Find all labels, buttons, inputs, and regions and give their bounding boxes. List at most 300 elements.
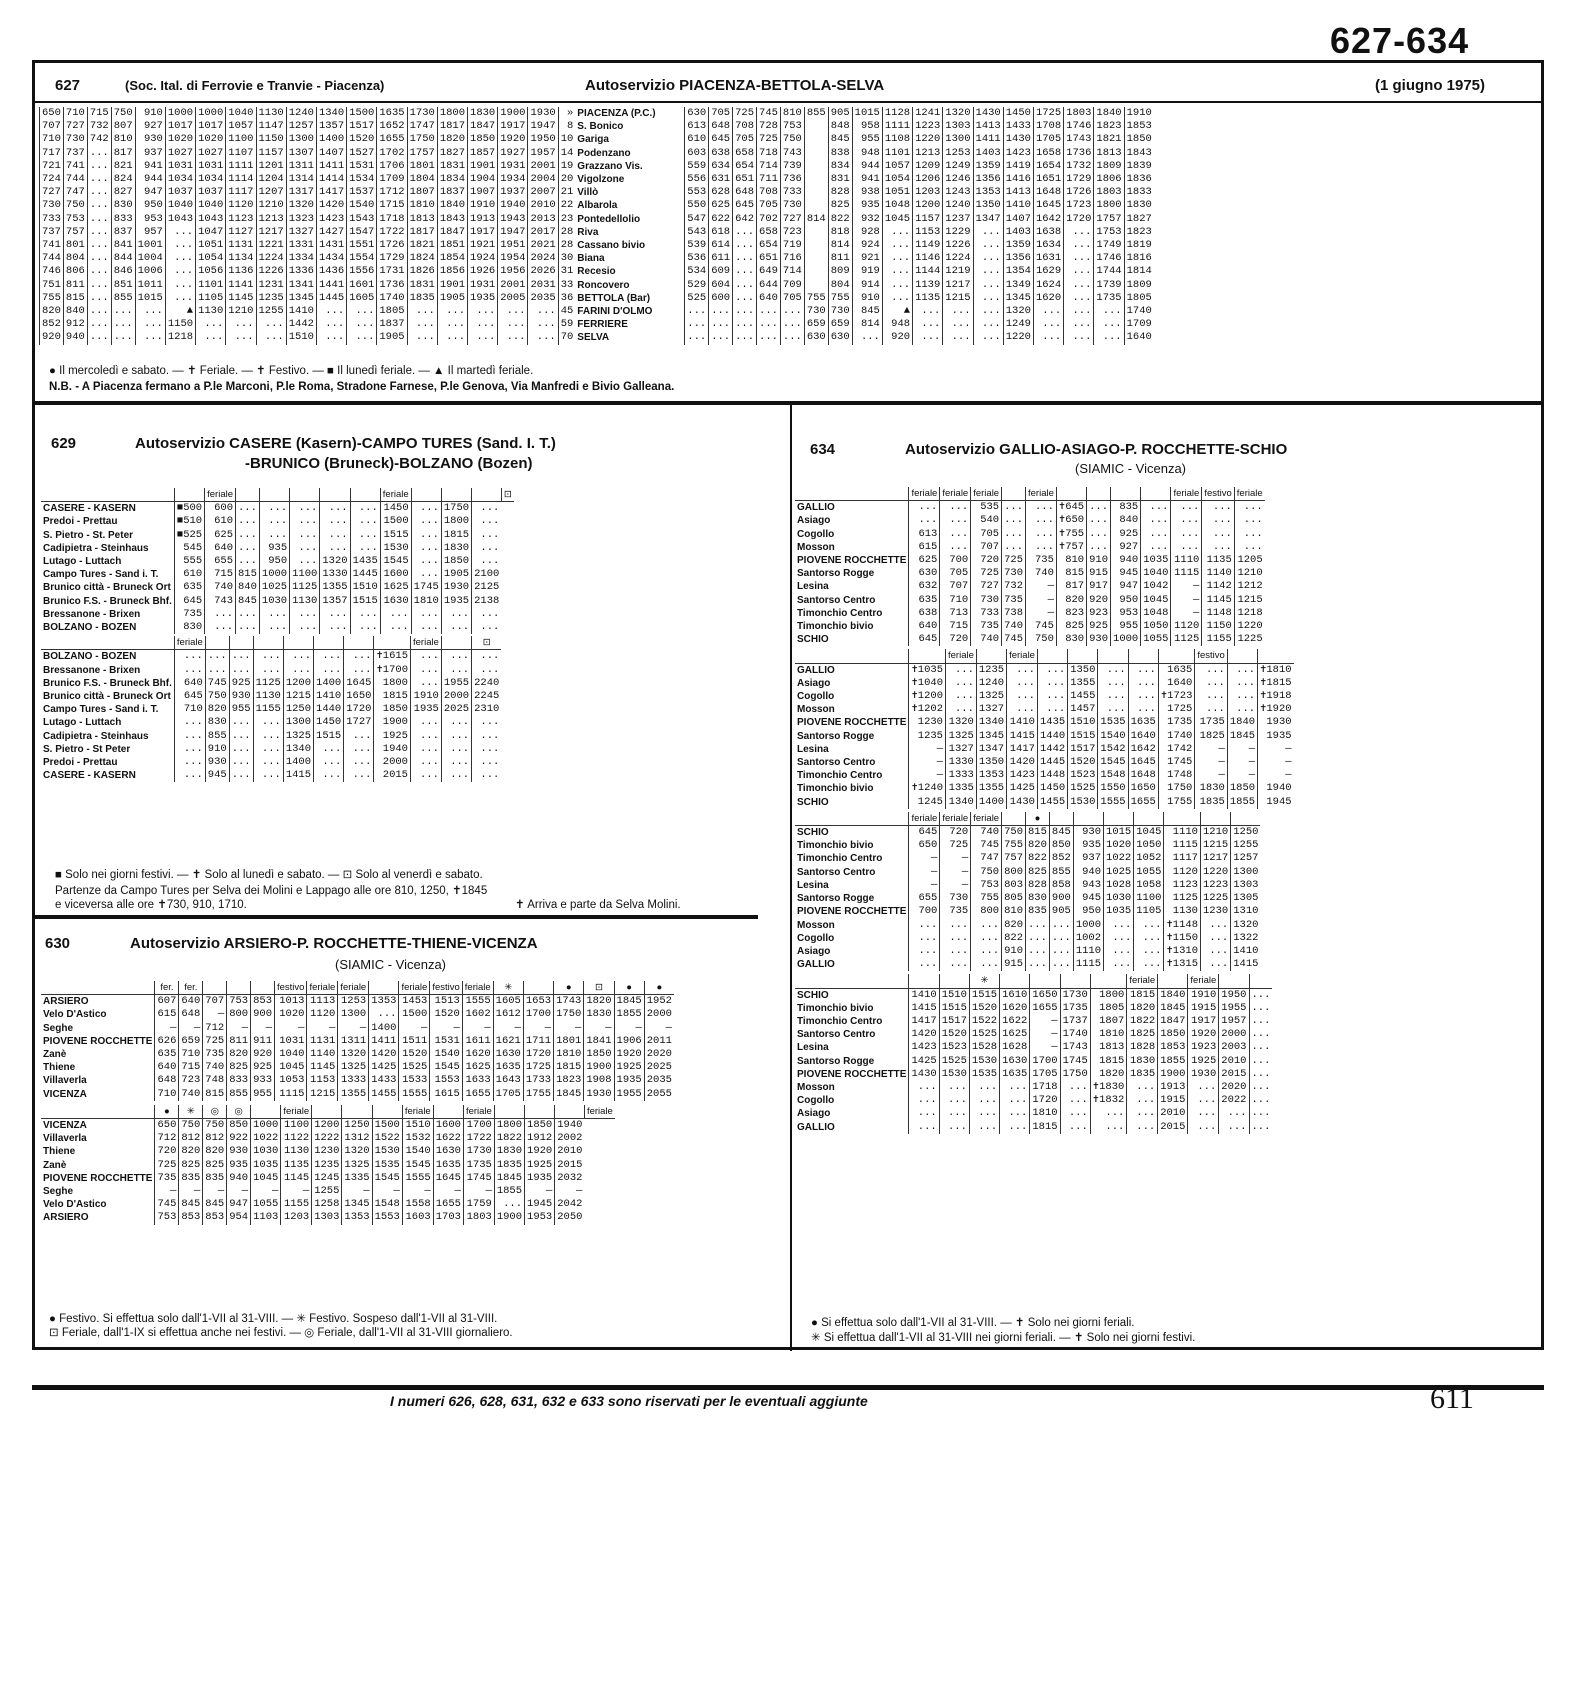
time-cell: 2020	[1219, 1081, 1249, 1094]
time-cell: 1648	[1128, 769, 1158, 782]
time-cell: 838	[828, 147, 852, 160]
time-cell: 730	[940, 892, 971, 905]
time-cell: ...	[411, 568, 441, 581]
time-cell: 950	[259, 555, 289, 568]
time-cell: 730	[1002, 567, 1026, 580]
time-cell: 1347	[976, 743, 1006, 756]
km-cell: 21	[558, 186, 575, 199]
time-cell: 1755	[1158, 796, 1195, 809]
time-cell: 1045	[1141, 594, 1171, 607]
time-cell: 645	[174, 595, 204, 608]
time-cell: 1642	[1033, 213, 1063, 226]
time-cell: ...	[1249, 1121, 1272, 1134]
time-cell: 1122	[281, 1132, 312, 1145]
time-cell: 848	[828, 120, 852, 133]
time-cell: 2010	[528, 199, 558, 212]
table-row	[41, 756, 501, 769]
time-cell: 1455	[369, 1088, 399, 1101]
time-cell: ✝1830	[1090, 1081, 1127, 1094]
time-cell: 811	[828, 252, 852, 265]
time-cell: ...	[316, 331, 346, 344]
time-cell: 1131	[307, 1035, 338, 1048]
time-cell: 1455	[1037, 796, 1067, 809]
time-cell: 1006	[135, 265, 165, 278]
time-cell: ...	[314, 664, 344, 677]
time-cell: 553	[685, 186, 709, 199]
s629-ret-header-cell: ⊡	[472, 636, 502, 650]
time-cell: 955	[852, 133, 882, 146]
time-cell: 1125	[290, 581, 320, 594]
time-cell: 1555	[462, 995, 493, 1009]
time-cell: ...	[1026, 945, 1050, 958]
time-cell: 1718	[377, 213, 407, 226]
time-cell: 1130	[253, 690, 283, 703]
time-cell: 738	[1002, 607, 1026, 620]
time-cell: 2025	[441, 703, 471, 716]
table-row	[41, 743, 501, 756]
time-cell: ...	[259, 529, 289, 542]
time-cell: 1801	[554, 1035, 584, 1048]
time-cell: 740	[971, 633, 1002, 646]
time-cell: 2021	[528, 239, 558, 252]
time-cell: 705	[733, 133, 757, 146]
time-cell: 1924	[468, 252, 498, 265]
time-cell: 1735	[1094, 292, 1124, 305]
time-cell: 634	[709, 160, 733, 173]
time-cell: 1037	[196, 186, 226, 199]
time-cell: 1000	[251, 1119, 281, 1133]
time-cell: ...	[971, 945, 1002, 958]
time-cell: ...	[973, 239, 1003, 252]
time-cell: ...	[472, 502, 502, 516]
table-row	[40, 331, 1154, 344]
time-cell: ...	[411, 515, 441, 528]
time-cell: 1815	[441, 529, 471, 542]
time-cell: 1300	[286, 133, 316, 146]
time-cell: 1217	[943, 279, 973, 292]
time-cell: 1930	[441, 581, 471, 594]
time-cell: ...	[1000, 1094, 1030, 1107]
time-cell: 1427	[316, 226, 346, 239]
time-cell: 1258	[312, 1198, 342, 1211]
time-cell: 1042	[1141, 580, 1171, 593]
s634-block-3	[795, 812, 1260, 971]
time-cell: 750	[63, 199, 87, 212]
time-cell: 1841	[584, 1035, 614, 1048]
time-cell: 1157	[256, 147, 286, 160]
time-cell: 1450	[1037, 782, 1067, 795]
km-cell: 8	[558, 120, 575, 133]
time-cell: 1531	[347, 160, 377, 173]
time-cell: 2003	[1219, 1041, 1249, 1054]
time-cell: 1930	[1258, 716, 1294, 729]
km-cell: 31	[558, 265, 575, 278]
time-cell: 1515	[350, 595, 380, 608]
time-cell: ...	[1026, 501, 1057, 515]
time-cell: 1655	[462, 1088, 493, 1101]
time-cell: 1750	[1060, 1068, 1090, 1081]
time-cell: 2055	[644, 1088, 674, 1101]
s629-out-header-cell	[472, 488, 502, 502]
time-cell: 1222	[312, 1132, 342, 1145]
time-cell: 920	[882, 331, 912, 344]
time-cell: 1746	[1064, 120, 1094, 133]
station-name: S. Bonico	[577, 121, 624, 133]
time-cell: 948	[852, 147, 882, 160]
time-cell: 659	[804, 318, 828, 331]
time-cell: 635	[155, 1048, 179, 1061]
time-cell: 1320	[338, 1048, 369, 1061]
table-row	[40, 265, 1154, 278]
time-cell: 1558	[402, 1198, 433, 1211]
time-cell: 1510	[350, 581, 380, 594]
time-cell: ...	[1127, 1107, 1158, 1120]
time-cell: 1210	[1201, 826, 1231, 840]
time-cell: 1543	[347, 213, 377, 226]
time-cell: ...	[1026, 514, 1057, 527]
time-cell: 920	[251, 1048, 275, 1061]
time-cell: 1355	[976, 782, 1006, 795]
time-cell: 803	[1002, 879, 1026, 892]
time-cell: 654	[757, 239, 781, 252]
time-cell: 720	[940, 826, 971, 840]
time-cell: 732	[1002, 580, 1026, 593]
time-cell: 1411	[316, 160, 346, 173]
station-name: Timonchio Centro	[797, 1015, 883, 1027]
time-cell: 1050	[1141, 620, 1171, 633]
time-cell: 1810	[554, 1048, 584, 1061]
time-cell: 559	[685, 160, 709, 173]
time-cell: ...	[1000, 1107, 1030, 1120]
time-cell: 1203	[913, 186, 943, 199]
time-cell: 955	[1111, 620, 1141, 633]
time-cell: 1803	[463, 1211, 494, 1224]
time-cell: 1827	[437, 147, 467, 160]
time-cell: 1327	[286, 226, 316, 239]
time-cell: ...	[973, 252, 1003, 265]
time-cell: ...	[165, 265, 195, 278]
time-cell: 1434	[316, 252, 346, 265]
time-cell: 812	[179, 1132, 203, 1145]
station-name: SCHIO	[797, 634, 829, 646]
time-cell: 725	[1002, 554, 1026, 567]
station-name: S. Pietro - St Peter	[43, 743, 131, 755]
time-cell: 715	[87, 107, 111, 120]
s627-title: Autoservizio PIACENZA-BETTOLA-SELVA	[585, 77, 885, 94]
time-cell: 740	[1026, 567, 1057, 580]
time-cell: 1125	[1164, 892, 1201, 905]
s630-out-header-cell	[251, 981, 275, 995]
time-cell: 2050	[555, 1211, 585, 1224]
time-cell: ...	[940, 945, 971, 958]
time-cell: 1745	[1158, 756, 1195, 769]
time-cell: 707	[203, 995, 227, 1009]
time-cell: ...	[437, 318, 467, 331]
time-cell: 1257	[1231, 852, 1261, 865]
time-cell: 1345	[1003, 292, 1033, 305]
time-cell: ...	[1037, 663, 1067, 677]
time-cell: 1500	[347, 107, 377, 120]
time-cell: ...	[1227, 663, 1257, 677]
time-cell: ...	[1128, 703, 1158, 716]
station-name: SCHIO	[797, 989, 829, 1001]
s627-operator: (Soc. Ital. di Ferrovie e Tranvie - Piacenza)	[125, 78, 385, 93]
time-cell: ...	[347, 331, 377, 344]
time-cell: 930	[227, 1145, 251, 1158]
time-cell: 1822	[1127, 1015, 1158, 1028]
s629-out-header-cell	[441, 488, 471, 502]
time-cell: 705	[940, 567, 971, 580]
time-cell: 1520	[399, 1048, 430, 1061]
s634-b3-header-cell	[1201, 812, 1231, 826]
s634-b4-header-cell	[1090, 974, 1127, 988]
time-cell: ...	[1064, 226, 1094, 239]
time-cell: 1243	[943, 186, 973, 199]
time-cell: 1720	[1030, 1094, 1060, 1107]
table-row	[795, 567, 1265, 580]
time-cell: 940	[227, 1172, 251, 1185]
time-cell: ...	[946, 663, 977, 677]
time-cell: 1935	[525, 1172, 555, 1185]
time-cell: ...	[259, 515, 289, 528]
time-cell: 2000	[644, 1008, 674, 1021]
time-cell: 600	[205, 502, 236, 516]
s627-timetable	[39, 107, 1154, 345]
time-cell: ...	[733, 265, 757, 278]
station-name: Cadipietra - Steinhaus	[43, 730, 149, 742]
time-cell: 1223	[913, 120, 943, 133]
time-cell: 1940	[498, 199, 528, 212]
time-cell: ...	[1171, 501, 1202, 515]
time-cell: 1801	[407, 160, 437, 173]
time-cell: ...	[757, 331, 781, 344]
s634-b3-header-row	[795, 812, 1260, 826]
time-cell: ...	[1049, 945, 1073, 958]
time-cell: 1135	[1202, 554, 1234, 567]
time-cell: —	[399, 1022, 430, 1035]
time-cell: 1850	[584, 1048, 614, 1061]
time-cell: ...	[1064, 265, 1094, 278]
s629-out-header-cell	[350, 488, 380, 502]
time-cell: 1430	[1003, 133, 1033, 146]
time-cell: 950	[135, 199, 165, 212]
time-cell: 1815	[374, 690, 411, 703]
time-cell: —	[909, 769, 946, 782]
table-row	[795, 905, 1260, 918]
time-cell: ...	[971, 919, 1002, 932]
s634-b4-header-cell	[909, 974, 939, 988]
page-number: 611	[1430, 1382, 1474, 1415]
time-cell: ...	[733, 318, 757, 331]
time-cell: 1910	[1124, 107, 1154, 120]
time-cell: 834	[828, 160, 852, 173]
time-cell: 1935	[411, 703, 442, 716]
time-cell: ...	[1064, 305, 1094, 318]
time-cell: 1625	[1000, 1028, 1030, 1041]
time-cell: 1218	[165, 331, 195, 344]
time-cell: ...	[407, 305, 437, 318]
time-cell: 1715	[377, 199, 407, 212]
s629-timetable-return	[41, 636, 501, 782]
time-cell: ...	[913, 331, 943, 344]
time-cell: 830	[174, 621, 204, 634]
time-cell: 757	[1002, 852, 1026, 865]
time-cell: ...	[1202, 514, 1234, 527]
time-cell: ...	[290, 555, 320, 568]
time-cell: 1517	[939, 1015, 969, 1028]
station-name: Timonchio Centro	[797, 607, 883, 619]
time-cell: ...	[1234, 501, 1264, 515]
time-cell: 1331	[286, 239, 316, 252]
time-cell: 1545	[402, 1159, 433, 1172]
time-cell: ...	[236, 515, 260, 528]
time-cell: ...	[528, 305, 558, 318]
time-cell: 1537	[347, 186, 377, 199]
time-cell: ...	[1141, 528, 1171, 541]
time-cell: 1925	[1188, 1055, 1219, 1068]
station-name: SCHIO	[797, 827, 829, 839]
time-cell: ...	[939, 1107, 969, 1120]
s630-out-header-cell: festivo	[275, 981, 307, 995]
time-cell: ...	[1060, 1081, 1090, 1094]
time-cell: 735	[155, 1172, 179, 1185]
time-cell: 1323	[286, 213, 316, 226]
time-cell: 1815	[1030, 1121, 1060, 1134]
time-cell: 1651	[1033, 173, 1063, 186]
time-cell: ...	[290, 529, 320, 542]
time-cell: 1130	[256, 107, 286, 120]
time-cell: ...	[226, 318, 256, 331]
s630-number: 630	[45, 935, 71, 952]
time-cell: 1241	[913, 107, 943, 120]
km-cell: 59	[558, 318, 575, 331]
time-cell: 1030	[259, 595, 289, 608]
time-cell: ...	[236, 542, 260, 555]
time-cell: 805	[1002, 892, 1026, 905]
time-cell: ...	[259, 608, 289, 621]
s634-b1-header-cell	[1087, 487, 1111, 501]
time-cell: 1925	[614, 1061, 644, 1074]
time-cell: 713	[940, 607, 971, 620]
time-cell: ...	[1195, 690, 1227, 703]
time-cell: 725	[203, 1035, 227, 1048]
time-cell: 825	[179, 1159, 203, 1172]
time-cell: 1935	[468, 292, 498, 305]
table-row	[795, 958, 1260, 971]
time-cell: ...	[347, 305, 377, 318]
km-cell: 45	[558, 305, 575, 318]
table-row	[41, 515, 514, 528]
s630-ret-header-cell	[525, 1105, 555, 1119]
time-cell: 1045	[275, 1061, 307, 1074]
time-cell: 1950	[1219, 988, 1249, 1002]
time-cell: ✝1202	[909, 703, 946, 716]
time-cell: 1700	[1030, 1055, 1060, 1068]
time-cell: 1737	[1060, 1015, 1090, 1028]
table-row	[41, 995, 674, 1009]
time-cell: 1605	[493, 995, 523, 1009]
time-cell: ...	[940, 501, 971, 515]
time-cell: 853	[203, 1211, 227, 1224]
time-cell: ...	[229, 664, 253, 677]
time-cell: 1825	[1195, 730, 1227, 743]
time-cell: 1220	[1003, 331, 1033, 344]
time-cell: ...	[969, 1121, 999, 1134]
time-cell: 745	[205, 677, 229, 690]
s634-b2-header-cell: festivo	[1195, 649, 1227, 663]
table-row	[41, 555, 514, 568]
time-cell: 709	[780, 279, 804, 292]
time-cell: 844	[111, 252, 135, 265]
time-cell: ...	[165, 292, 195, 305]
time-cell: ...	[441, 621, 471, 634]
time-cell: —	[179, 1022, 203, 1035]
time-cell: 1711	[523, 1035, 553, 1048]
time-cell: ...	[472, 555, 502, 568]
time-cell: ✝1810	[1258, 663, 1294, 677]
time-cell: 845	[828, 133, 852, 146]
time-cell: 1255	[1231, 839, 1261, 852]
time-cell: 1635	[1128, 716, 1158, 729]
time-cell: 1727	[344, 716, 374, 729]
time-cell: 1705	[1030, 1068, 1060, 1081]
s634-b3-header-cell: feriale	[971, 812, 1002, 826]
time-cell: 945	[1073, 892, 1103, 905]
time-cell: ...	[1094, 318, 1124, 331]
time-cell: 1419	[1003, 160, 1033, 173]
time-cell: 1931	[498, 160, 528, 173]
time-cell: 1100	[1134, 892, 1164, 905]
table-row	[795, 826, 1260, 840]
time-cell: 707	[940, 580, 971, 593]
time-cell: ...	[939, 1094, 969, 1107]
time-cell: 604	[709, 279, 733, 292]
time-cell: 1850	[525, 1119, 555, 1133]
time-cell: —	[179, 1185, 203, 1198]
time-cell: ...	[253, 730, 283, 743]
time-cell: 1333	[946, 769, 977, 782]
station-name: Asiago	[797, 945, 831, 957]
time-cell: 745	[1002, 633, 1026, 646]
station-name: Bressanone - Brixen	[43, 608, 141, 620]
time-cell: ...	[913, 305, 943, 318]
time-cell: 1347	[973, 213, 1003, 226]
time-cell: 1837	[437, 186, 467, 199]
time-cell: 2000	[374, 756, 411, 769]
time-cell: 730	[63, 133, 87, 146]
time-cell: 744	[40, 252, 64, 265]
time-cell: 1845	[1227, 730, 1257, 743]
time-cell: 1141	[226, 279, 256, 292]
time-cell: 1031	[165, 160, 195, 173]
time-cell: ...	[973, 265, 1003, 278]
time-cell: ✝757	[1056, 541, 1086, 554]
time-cell: 716	[780, 252, 804, 265]
time-cell: 1015	[852, 107, 882, 120]
time-cell: 1621	[493, 1035, 523, 1048]
time-cell: 711	[757, 173, 781, 186]
time-cell: 1547	[347, 226, 377, 239]
table-row	[795, 1121, 1272, 1134]
s634-b2-header-cell: feriale	[1007, 649, 1038, 663]
time-cell: 1900	[498, 107, 528, 120]
time-cell: ...	[1007, 703, 1038, 716]
time-cell: 804	[828, 279, 852, 292]
time-cell: 1022	[251, 1132, 281, 1145]
station-name: Biana	[577, 253, 605, 265]
time-cell: 1908	[584, 1074, 614, 1087]
time-cell: 615	[155, 1008, 179, 1021]
